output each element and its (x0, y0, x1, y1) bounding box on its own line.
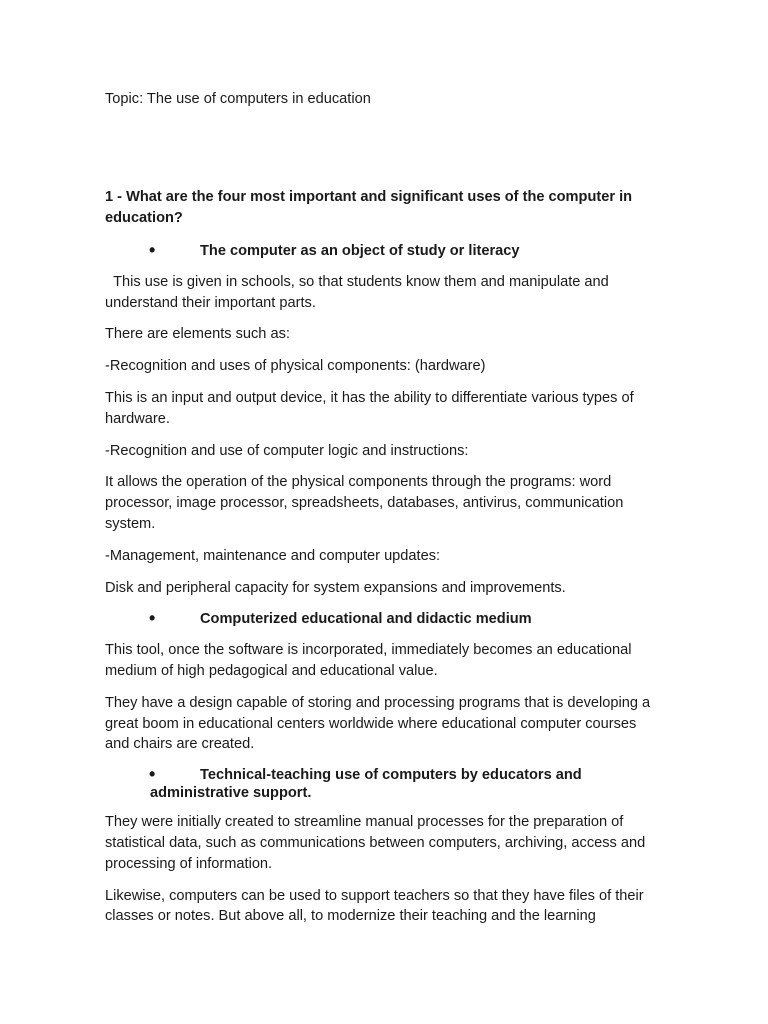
paragraph: Disk and peripheral capacity for system expansions and improvements. (105, 579, 566, 596)
bullet-icon: • (149, 764, 156, 785)
paragraph: -Management, maintenance and computer updates: (105, 547, 441, 564)
paragraph: This is an input and output device, it has the ability to differentiate various types of hardware. (105, 389, 634, 427)
section-heading-text: Technical-teaching use of computers by educators and administrative support. (150, 767, 582, 802)
paragraph: They were initially created to streamline manual processes for the preparation of statistical data, such as communications between computers, archiving, access and processing of information. (105, 814, 646, 872)
section-heading-text: The computer as an object of study or literacy (200, 243, 520, 259)
question-heading: 1 - What are the four most important and significant uses of the computer in education? (105, 189, 633, 226)
paragraph: This tool, once the software is incorporated, immediately becomes an educational medium of high pedagogical and educational value. (105, 642, 632, 679)
paragraph: They have a design capable of storing and processing programs that is developing a great boom in educational centers worldwide where educational computer courses and chairs are created. (105, 694, 651, 753)
document-page (105, 0, 665, 1024)
document-body (105, 241, 660, 938)
section-heading-text: Computerized educational and didactic medium (200, 611, 532, 628)
paragraph: This use is given in schools, so that students know them and manipulate and understand their important parts. (105, 273, 613, 311)
paragraph: Likewise, computers can be used to support teachers so that they have files of their classes or notes. But above all, to modernize their teaching and the learning (105, 887, 644, 925)
section-heading-didactic-medium (105, 609, 660, 630)
bullet-icon: • (149, 608, 156, 629)
paragraph: It allows the operation of the physical components through the programs: word processor, image processor, spreadsheets, databases, antivirus, communication system. (105, 474, 624, 532)
topic-line: Topic: The use of computers in education (105, 91, 371, 107)
paragraph: There are elements such as: (105, 326, 290, 343)
paragraph: -Recognition and use of computer logic and instructions: (105, 442, 469, 459)
paragraph: -Recognition and uses of physical components: (hardware) (105, 358, 486, 375)
section-heading-literacy (105, 241, 660, 262)
bullet-icon: • (149, 240, 156, 260)
section-heading-technical-teaching (105, 766, 660, 802)
